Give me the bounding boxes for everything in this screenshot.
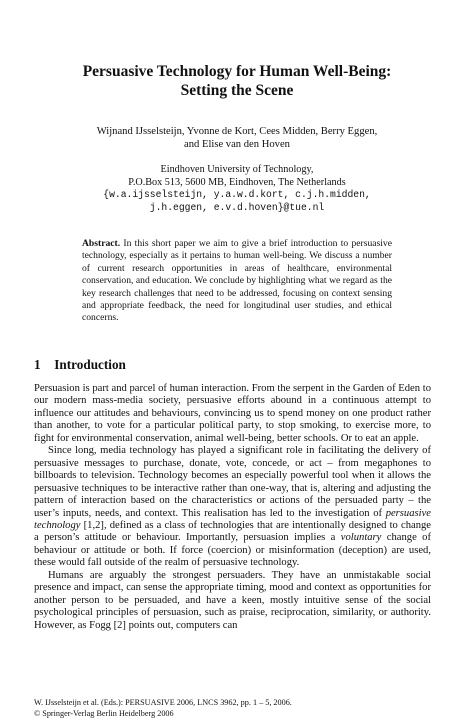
paper-title: [40, 62, 434, 100]
paragraph-2: [34, 445, 431, 570]
section-heading: [34, 357, 126, 373]
section-number: 1: [34, 357, 41, 372]
title-line-1: Persuasive Technology for Human Well-Being:: [82, 63, 392, 80]
body-text: [34, 383, 431, 632]
paragraph-1: Persuasion is part and parcel of human interaction. From the serpent in the Garden of Eden to our modern mass-media society, persuasive efforts abound in a continuous attempt to influence our attitudes and behaviours, convincing us to spend money on one product rather than another, to vote for a particular political party, to stop smoking, to exercise more, to fight for environmental conservation, animal well-being, better schools. Or to eat an apple.: [34, 383, 431, 444]
abstract: [82, 238, 392, 325]
email-line-2: j.h.eggen, e.v.d.hoven}@tue.nl: [149, 201, 325, 213]
author-list: [40, 125, 434, 151]
footer-line-1: W. IJsselsteijn et al. (Eds.): PERSUASIVE 2006, LNCS 3962, pp. 1 – 5, 2006.: [34, 698, 292, 707]
affiliation: [40, 164, 434, 214]
authors-line-2: and Elise van den Hoven: [184, 139, 290, 150]
section-title: Introduction: [54, 357, 126, 372]
paragraph-2-part-a: Since long, media technology has played a significant role in facilitating the delivery of persuasive messages to purchase, donate, vote, concede, or act – from megaphones to billboards to television. Technology becomes an especially powerful tool when it allows the persuasive techniques to be interactive rather than one-way, that is, altering and adjusting the pattern of interaction based on the characteristics or actions of the persuaded party – the user’s inputs, needs, and context. This realisation has led to the investigation of: [34, 445, 431, 519]
emphasis-persuasive-technology: persuasive technology: [34, 507, 431, 531]
footer-line-2: © Springer-Verlag Berlin Heidelberg 2006: [34, 708, 174, 718]
footer-citation: [34, 698, 292, 719]
abstract-label: Abstract.: [82, 238, 121, 249]
paragraph-2-part-c: change of behaviour or attitude or both. If force (coercion) or misinformation (deception) are used, these would fall outside of the realm of persuasive technology.: [34, 532, 432, 569]
affiliation-line-2: P.O.Box 513, 5600 MB, Eindhoven, The Netherlands: [128, 176, 346, 188]
authors-line-1: Wijnand IJsselsteijn, Yvonne de Kort, Cees Midden, Berry Eggen,: [96, 126, 378, 137]
email-line-1: {w.a.ijsselsteijn, y.a.w.d.kort, c.j.h.midden,: [103, 189, 371, 200]
emphasis-voluntary: voluntary: [340, 532, 382, 544]
title-line-2: Setting the Scene: [180, 82, 294, 99]
affiliation-line-1: Eindhoven University of Technology,: [160, 164, 314, 175]
paragraph-2-part-b: [1,2], defined as a class of technologies that are intentionally designed to change a person’s attitude or behaviour. Importantly, persuasion implies a: [34, 519, 431, 544]
paragraph-3: Humans are arguably the strongest persuaders. They have an unmistakable social presence and impact, can sense the appropriate timing, mood and context as opportunities for another person to be persuaded, and have a keen, mostly intuitive sense of the social psychological principles of persuasion, such as praise, reciprocation, similarity, or authority. However, as Fogg [2] points out, computers can: [34, 569, 431, 631]
abstract-text: In this short paper we aim to give a brief introduction to persuasive technology, especially as it pertains to human well-being. We discuss a number of current research opportunities in areas of healthcare, environmental conservation, and education. We conclude by highlighting what we regard as the key research challenges that need to be addressed, focusing on context sensing and appropriate feedback, the need for longitudinal user studies, and ethical concerns.: [82, 238, 392, 324]
